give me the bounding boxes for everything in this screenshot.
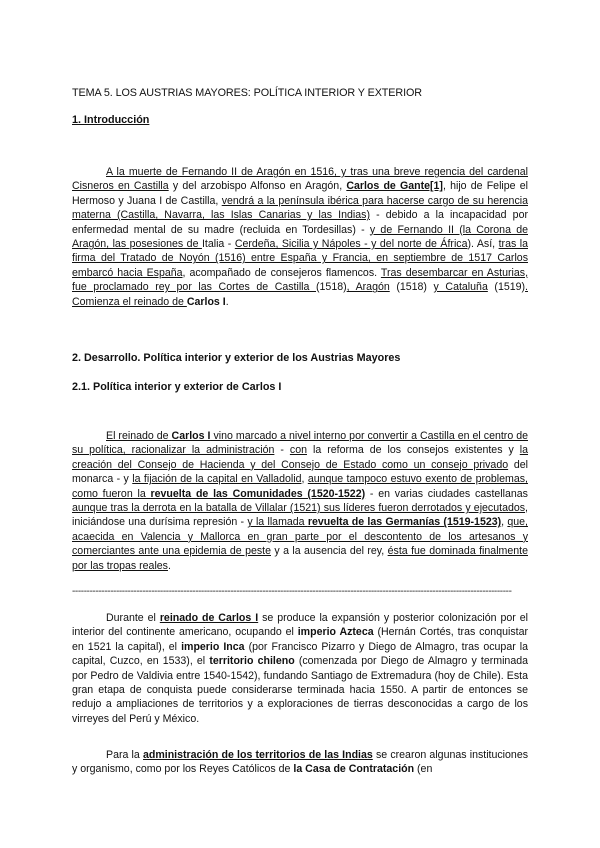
text-span: vendrá a la península ibérica para hacerse cargo de su herencia materna (Castilla, Navarra, las Islas Canarias y las Indias) — [72, 194, 528, 222]
text-span: (1518) — [389, 281, 434, 294]
text-span: del monarca - y — [72, 458, 528, 486]
text-span: revuelta de las Comunidades (1520-1522) — [150, 487, 366, 500]
text-span: aunque tras la derrota en la batalla de Villalar (1521) sus líderes fueron derrotados y ejecutados — [72, 502, 526, 515]
text-span: (comenzada por Diego de Almagro y terminada por Pedro de Valdivia entre 1540-1542), fundando Santiago de Extremadura (hoy de Chile). Esta gran etapa de conquista puede considerarse terminada hacia 1550. A partir de entonces se redujo a ampliaciones de territorios y a exploraciones de tierras desconocidas a cargo de los virreyes del Perú y México. — [72, 655, 528, 725]
section-heading-desarrollo: 2. Desarrollo. Política interior y exterior de los Austrias Mayores — [72, 352, 401, 364]
text-span: ). Así, — [467, 238, 499, 251]
separator-line: ------------------------------------------------------------------------------------------------------------------------------------------------------ — [72, 586, 512, 597]
text-span: . — [167, 559, 171, 572]
text-span: imperio Azteca — [297, 626, 374, 639]
paragraph-introduccion — [72, 165, 528, 309]
text-span: (1519) — [487, 281, 526, 294]
text-span: Cerdeña, Sicilia y Nápoles - y del norte de África — [234, 238, 468, 251]
text-span: (por Francisco Pizarro y Diego de Almagro, tras ocupar la capital, Cuzco, en 1533), el — [72, 640, 529, 668]
text-span: Italia - — [201, 238, 235, 251]
text-span: que, acaecida en Valencia y Mallorca en gran parte por el descontento de los artesanos y comerciantes ante una epidemia de peste — [72, 516, 528, 558]
text-span: El reinado de — [106, 430, 172, 442]
text-span: Tras desembarcar en Asturias, fue proclamado rey por las Cortes de Castilla — [72, 266, 529, 294]
text-span: y del arzobispo Alfonso en Aragón, — [168, 180, 347, 193]
text-span: aunque tampoco estuvo exento de problemas, como fueron la — [72, 473, 529, 500]
text-span: Carlos I — [171, 430, 211, 442]
text-span: y a la ausencia del rey, — [270, 545, 388, 558]
text-span: , — [501, 516, 508, 529]
paragraph-carlos-i — [72, 429, 528, 573]
text-span: imperio Inca — [181, 640, 245, 653]
text-span: . Comienza el reinado de — [72, 281, 528, 308]
text-span: - en varias ciudades castellanas — [365, 487, 528, 500]
text-span: y Cataluña — [433, 281, 488, 294]
text-span: - debido a la incapacidad por enfermedad mental de su madre (recluida en Tordesillas) - — [72, 209, 528, 236]
text-span: y la llamada — [247, 516, 308, 529]
text-span: la Casa de Contratación — [293, 763, 415, 776]
subsection-heading-carlos-i: 2.1. Política interior y exterior de Carlos I — [72, 381, 282, 393]
text-span: Carlos I — [186, 295, 226, 308]
text-span: vino marcado a nivel interno por convertir a Castilla en el centro de su política, racionalizar la administración — [72, 430, 528, 457]
text-span: tras la firma del Tratado de Noyón (1516) entre España y Francia, en septiembre de 1517 Carlos embarcó hacia España — [72, 238, 528, 279]
text-span: la creación del Consejo de Hacienda y del Consejo de Estado como un consejo privado — [72, 444, 529, 471]
section-heading-introduccion: 1. Introducción — [72, 114, 150, 126]
text-span: (en — [414, 763, 433, 776]
paragraph-conquista-america — [72, 611, 528, 726]
text-span: territorio chileno — [209, 655, 295, 668]
text-span: Para la — [106, 749, 143, 761]
text-span: se crearon algunas instituciones y organismo, como por los Reyes Católicos de — [72, 749, 529, 776]
text-span: (Hernán Cortés, tras conquistar en 1521 la capital), el — [72, 626, 528, 653]
text-span: se produce la expansión y posterior colonización por el interior del continente americano, ocupando el — [72, 612, 528, 639]
text-span: y de Fernando II (la Corona de Aragón, las posesiones de — [72, 223, 528, 251]
text-span: A la muerte de Fernando II de Aragón en 1516, y tras una breve regencia del cardenal Cisneros en Castilla — [72, 166, 528, 193]
text-span: , — [301, 473, 308, 486]
text-span: la fijación de la capital en Valladolid — [132, 473, 302, 486]
text-span: la reforma de los consejos existentes y — [306, 444, 520, 457]
text-span: revuelta de las Germanías (1519-1523) — [307, 516, 502, 529]
text-span: , acompañado de consejeros flamencos. — [182, 266, 381, 279]
text-span: con — [289, 444, 307, 457]
text-span: , iniciándose una durísima represión - — [72, 502, 528, 529]
document-title: TEMA 5. LOS AUSTRIAS MAYORES: POLÍTICA INTERIOR Y EXTERIOR — [72, 87, 422, 99]
text-span: . — [225, 295, 229, 308]
text-span[interactable]: Carlos de Gante[1] — [346, 180, 443, 193]
text-span: administración de los territorios de las Indias — [142, 749, 373, 761]
text-span: reinado de Carlos I — [159, 612, 259, 624]
text-span: - — [274, 444, 290, 457]
text-span: , hijo de Felipe el Hermoso y Juana I de Castilla, — [72, 180, 528, 207]
text-span: , Aragón — [346, 281, 390, 294]
text-span: ésta fue dominada finalmente por las tropas reales — [72, 545, 528, 572]
paragraph-administracion-indias — [72, 748, 528, 777]
text-span: (1518) — [316, 281, 347, 294]
text-span: Durante el — [106, 612, 160, 624]
